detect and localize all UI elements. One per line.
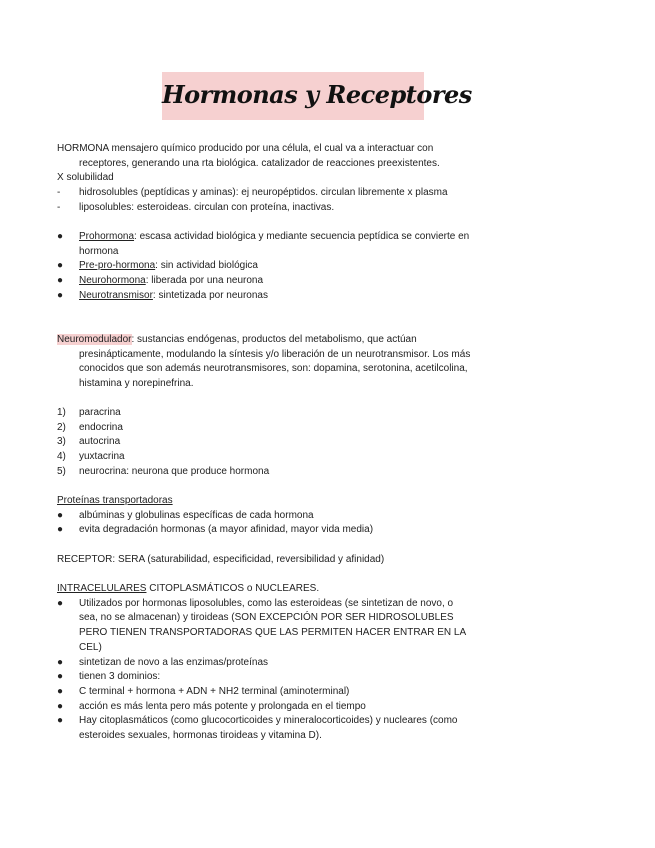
proteinas-text: albúminas y globulinas específicas de cada hormona [79, 509, 314, 521]
number-marker: 4) [57, 451, 66, 463]
type-desc: : sin actividad biológica [155, 260, 258, 272]
number-marker: 2) [57, 421, 66, 433]
list-item [57, 523, 517, 538]
list-item [57, 406, 517, 421]
neuromodulador-line-1 [57, 333, 517, 348]
type-desc: : liberada por una neurona [145, 275, 264, 287]
item-text: acción es más lenta pero más potente y prolongada en el tiempo [79, 700, 366, 712]
intracelulares-rest: CITOPLASMÁTICOS o NUCLEARES. [146, 583, 320, 594]
number-marker: 1) [57, 407, 66, 418]
neuromodulador-line-2: presinápticamente, modulando la síntesis y/o liberación de un neurotransmisor. Los más [79, 348, 471, 360]
neuromodulador-paragraph [57, 333, 517, 392]
list-item [57, 421, 517, 436]
list-item [57, 509, 517, 524]
bullet-marker: ● [57, 685, 64, 697]
item-line: PERO TIENEN TRANSPORTADORAS QUE LAS PERMITEN HACER ENTRAR EN LA [79, 627, 467, 639]
list-item [57, 670, 517, 685]
list-item [57, 714, 517, 743]
neuromodulador-line-4: histamina y norepinefrina. [79, 378, 194, 390]
proteinas-text: evita degradación hormonas (a mayor afinidad, mayor vida media) [79, 524, 374, 536]
list-item [57, 274, 517, 289]
list-item [57, 186, 517, 201]
intracelulares-term: INTRACELULARES [57, 583, 147, 594]
list-item [57, 685, 517, 700]
number-marker: 3) [57, 436, 66, 448]
item-line: Hay citoplasmáticos (como glucocorticoides y mineralocorticoides) y nucleares (como [79, 715, 458, 727]
bullet-marker: ● [57, 524, 64, 536]
bullet-marker: ● [57, 700, 64, 712]
type-desc: : escasa actividad biológica y mediante secuencia peptídica se convierte en [134, 231, 470, 242]
item-text: tienen 3 dominios: [79, 671, 161, 683]
hormona-definition [57, 142, 517, 216]
numbered-text: endocrina [79, 421, 123, 433]
type-term: Pre-pro-hormona [79, 260, 156, 272]
proteinas-heading: Proteínas transportadoras [57, 495, 173, 506]
dash-marker: - [57, 187, 61, 199]
numbered-text: neurocrina: neurona que produce hormona [79, 465, 270, 477]
page-title: Hormonas y Receptores [162, 80, 472, 109]
item-line: Utilizados por hormonas liposolubles, como las esteroideas (se sintetizan de novo, o [79, 597, 454, 609]
dash-marker: - [57, 201, 61, 213]
list-item [57, 700, 517, 715]
hidrosolubles-text: hidrosolubles (peptídicas y aminas): ej neuropéptidos. circulan libremente x plasma [79, 187, 448, 199]
list-item [57, 259, 517, 274]
type-desc-continued: hormona [79, 245, 119, 257]
neuromodulador-term: Neuromodulador [57, 334, 132, 345]
title-highlight [162, 72, 472, 120]
number-marker: 5) [57, 465, 66, 477]
bullet-marker: ● [57, 715, 64, 727]
hormona-line-2: receptores, generando una rta biológica. catalizador de reacciones preexistentes. [79, 157, 440, 169]
bullet-marker: ● [57, 289, 64, 301]
neuromodulador-line-3: conocidos que son además neurotransmisores, son: dopamina, serotonina, acetilcolina, [79, 363, 468, 375]
type-desc: : sintetizada por neuronas [152, 289, 268, 301]
numbered-text: paracrina [79, 407, 121, 418]
bullet-marker: ● [57, 656, 64, 668]
numbered-list [57, 406, 517, 480]
list-item [57, 465, 517, 480]
type-term: Neurohormona [79, 275, 146, 287]
numbered-text: autocrina [79, 436, 121, 448]
bullet-marker: ● [57, 509, 64, 521]
item-line: CEL) [79, 641, 102, 653]
list-item [57, 230, 517, 259]
type-term: Neurotransmisor [79, 289, 153, 301]
bullet-marker: ● [57, 597, 64, 609]
solubilidad-label: X solubilidad [57, 172, 114, 184]
hormona-line-1: HORMONA mensajero químico producido por una célula, el cual va a interactuar con [57, 143, 434, 154]
list-item [57, 435, 517, 450]
hormone-types-list [57, 230, 517, 304]
list-item [57, 597, 517, 656]
neuromodulador-text: : sustancias endógenas, productos del metabolismo, que actúan [131, 334, 417, 345]
proteinas-section [57, 494, 517, 538]
list-item [57, 289, 517, 304]
intracelulares-heading [57, 582, 517, 597]
liposolubles-text: liposolubles: esteroideas. circulan con proteína, inactivas. [79, 201, 335, 213]
numbered-text: yuxtacrina [79, 451, 125, 463]
receptor-text: RECEPTOR: SERA (saturabilidad, especificidad, reversibilidad y afinidad) [57, 554, 385, 565]
bullet-marker: ● [57, 260, 64, 272]
bullet-marker: ● [57, 671, 64, 683]
item-line: sea, no se almacenan) y tiroideas (SON EXCEPCIÓN POR SER HIDROSOLUBLES [79, 612, 454, 624]
bullet-marker: ● [57, 275, 64, 287]
type-term: Prohormona [79, 231, 135, 242]
item-line: esteroides sexuales, hormonas tiroideas y vitamina D). [79, 730, 322, 742]
intracelulares-section [57, 582, 517, 744]
list-item [57, 201, 517, 216]
item-text: C terminal + hormona + ADN + NH2 terminal (aminoterminal) [79, 685, 350, 697]
list-item [57, 656, 517, 671]
receptor-line [57, 553, 517, 568]
bullet-marker: ● [57, 231, 64, 242]
item-text: sintetizan de novo a las enzimas/proteínas [79, 656, 268, 668]
list-item [57, 450, 517, 465]
